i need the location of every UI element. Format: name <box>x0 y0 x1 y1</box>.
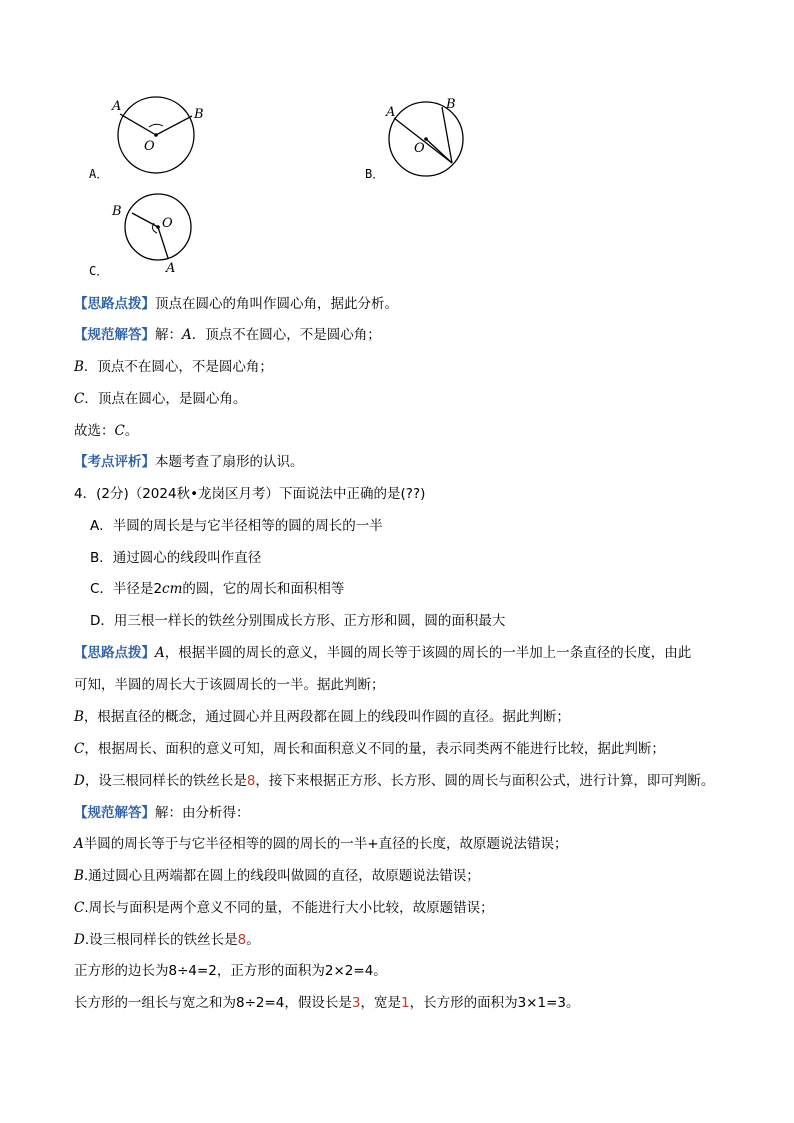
hint-tag: 【思路点拨】 <box>74 645 155 661</box>
q4-hint-2: 可知，半圆的周长大于该圆周长的一半。据此判断； <box>74 677 385 693</box>
figure-c <box>110 190 200 280</box>
answer-letter: C <box>74 900 85 916</box>
option-c-num: 2 <box>153 581 163 597</box>
answer-text: ．顶点在圆心，是圆心角。 <box>84 391 247 407</box>
choice-prefix: 故选： <box>74 423 115 439</box>
square-post: 。 <box>373 963 387 979</box>
rect-wid: 1 <box>400 995 410 1011</box>
figure-b <box>384 96 474 181</box>
q4-answer-b <box>74 866 480 886</box>
label-b: B <box>112 204 122 219</box>
answer-letter: A <box>182 327 192 343</box>
answer-post: 。 <box>246 932 260 948</box>
hint-text: ，根据半圆的周长的意义，半圆的周长等于该圆的周长的一半加上一条直径的长度，由此 <box>164 645 692 661</box>
q4-hint-1 <box>74 643 691 663</box>
q4-stem: 4．(2分)（2024秋•龙岗区月考）下面说法中正确的是(??) <box>74 486 426 502</box>
q4-answer-d <box>74 930 260 950</box>
hint-letter: B <box>74 709 84 725</box>
answer-text: ．顶点不在圆心，不是圆心角； <box>191 327 381 343</box>
option-c-post: 的圆，它的周长和面积相等 <box>182 581 345 597</box>
label-a: A <box>386 105 396 120</box>
rect-eq1: 8÷2=4 <box>236 995 285 1011</box>
q3-review <box>74 452 304 472</box>
q4-hint-5 <box>74 771 714 791</box>
hint-letter: A <box>155 645 165 661</box>
q4-option-a: A．半圆的周长是与它半径相等的圆的周长的一半 <box>90 518 383 534</box>
answer-letter: C <box>74 391 85 407</box>
option-letter-b: B． <box>365 167 385 181</box>
review-text: 本题考查了扇形的认识。 <box>155 454 304 470</box>
circle-diagram-a <box>108 96 218 181</box>
hint-tag: 【思路点拨】 <box>74 296 155 312</box>
hint-pre: ，设三根同样长的铁丝长是 <box>84 773 247 789</box>
answer-text: 半圆的周长等于与它半径相等的圆的周长的一半+直径的长度，故原题说法错误； <box>83 836 568 852</box>
answer-prefix: 解： <box>155 327 182 343</box>
rect-mid1: ，假设长是 <box>284 995 352 1011</box>
option-letter-c: C． <box>89 264 109 278</box>
answer-letter: A <box>74 836 84 852</box>
square-pre: 正方形的边长为 <box>74 963 169 979</box>
label-o: O <box>162 216 173 231</box>
q3-choice <box>74 421 138 441</box>
square-eq1: 8÷4=2 <box>168 963 217 979</box>
answer-pre: .设三根同样长的铁丝长是 <box>84 932 238 948</box>
choice-letter: C <box>114 423 125 439</box>
hint-post: ，接下来根据正方形、长方形、圆的周长与面积公式，进行计算，即可判断。 <box>255 773 715 789</box>
q3-answer-b <box>74 357 273 377</box>
option-letter-a: A． <box>89 167 109 181</box>
hint-num: 8 <box>246 773 256 789</box>
q4-answer-a <box>74 834 568 854</box>
answer-text: .周长与面积是两个意义不同的量，不能进行大小比较，故原题错误； <box>84 900 494 916</box>
q4-hint-4 <box>74 739 665 759</box>
option-c-pre: C．半径是 <box>90 581 154 597</box>
q4-option-c <box>90 579 344 599</box>
label-a: A <box>166 261 176 276</box>
q4-rect <box>74 993 579 1013</box>
option-c-unit: cm <box>162 581 183 597</box>
answer-prefix: 解：由分析得： <box>155 805 250 821</box>
hint-text: 顶点在圆心的角叫作圆心角，据此分析。 <box>155 296 398 312</box>
review-tag: 【考点评析】 <box>74 454 155 470</box>
label-b: B <box>446 97 456 112</box>
q4-square <box>74 961 387 981</box>
square-eq2: 2×2=4 <box>324 963 374 979</box>
q4-hint-3 <box>74 707 570 727</box>
answer-tag: 【规范解答】 <box>74 327 155 343</box>
label-b: B <box>194 107 204 122</box>
answer-text: ．顶点不在圆心，不是圆心角； <box>83 359 273 375</box>
answer-num: 8 <box>237 932 247 948</box>
label-o: O <box>414 141 425 156</box>
q3-answer <box>74 325 381 345</box>
label-o: O <box>144 139 155 154</box>
hint-text: ，根据直径的概念，通过圆心并且两段都在圆上的线段叫作圆的直径。据此判断； <box>83 709 570 725</box>
hint-text: ，根据周长、面积的意义可知，周长和面积意义不同的量，表示同类两不能进行比较，据此判断； <box>84 741 665 757</box>
rect-mid3: ，长方形的面积为 <box>409 995 518 1011</box>
answer-letter: B <box>74 868 84 884</box>
circle-diagram-b <box>384 96 474 181</box>
circle-diagram-c <box>110 190 200 280</box>
hint-letter: C <box>74 741 85 757</box>
figure-a <box>108 96 218 181</box>
rect-post: 。 <box>565 995 580 1011</box>
answer-letter: D <box>74 932 85 948</box>
square-mid: ，正方形的面积为 <box>216 963 325 979</box>
q4-option-d: D．用三根一样长的铁丝分别围成长方形、正方形和圆，圆的面积最大 <box>90 613 506 629</box>
answer-text: .通过圆心且两端都在圆上的线段叫做圆的直径，故原题说法错误； <box>83 868 480 884</box>
rect-eq2: 3×1=3 <box>517 995 566 1011</box>
choice-suffix: 。 <box>124 423 139 439</box>
rect-pre: 长方形的一组长与宽之和为 <box>74 995 236 1011</box>
hint-letter: D <box>74 773 85 789</box>
rect-len: 3 <box>351 995 361 1011</box>
q4-option-b: B．通过圆心的线段叫作直径 <box>90 550 262 566</box>
q3-answer-c <box>74 389 246 409</box>
answer-tag: 【规范解答】 <box>74 805 155 821</box>
rect-mid2: ，宽是 <box>360 995 401 1011</box>
q4-answer-c <box>74 898 494 918</box>
q3-hint <box>74 294 398 314</box>
label-a: A <box>112 99 122 114</box>
q4-answer <box>74 803 250 823</box>
answer-letter: B <box>74 359 84 375</box>
